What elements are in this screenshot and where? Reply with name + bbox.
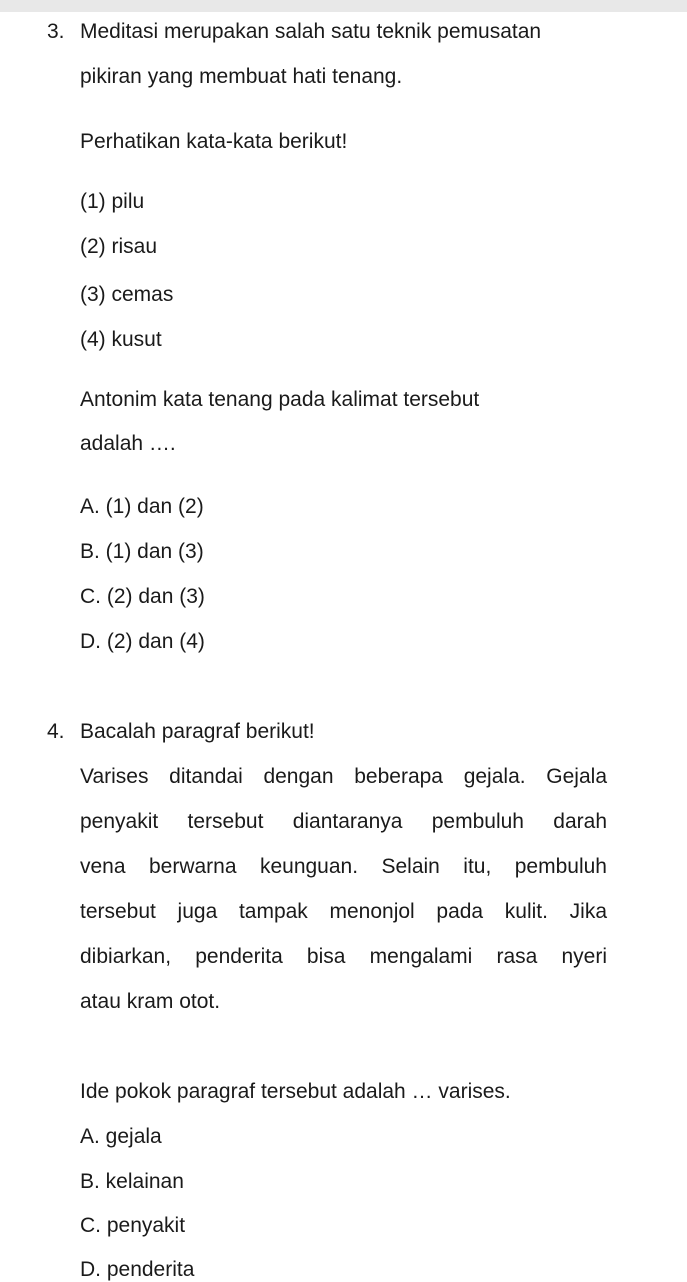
question-4-option-a[interactable]: A. gejala [80,1125,162,1148]
word-item-2: (2) risau [80,235,158,258]
question-3-prompt-line-1: Antonim kata tenang pada kalimat tersebut [80,388,480,411]
top-status-strip [0,0,687,12]
paragraph-line-2: penyakit tersebut diantaranya pembuluh darah [80,810,607,833]
question-3-number: 3. [47,20,65,43]
question-4-prompt: Ide pokok paragraf tersebut adalah … varises. [80,1080,511,1103]
question-4-instruction: Bacalah paragraf berikut! [80,720,315,743]
question-4-option-d[interactable]: D. penderita [80,1258,195,1281]
word-item-1: (1) pilu [80,190,145,213]
question-3-option-b[interactable]: B. (1) dan (3) [80,540,204,563]
paragraph-line-5: dibiarkan, penderita bisa mengalami rasa nyeri [80,945,607,968]
question-3-prompt-line-2: adalah …. [80,432,176,455]
paragraph-line-3: vena berwarna keunguan. Selain itu, pembuluh [80,855,607,878]
paragraph-line-1: Varises ditandai dengan beberapa gejala. Gejala [80,765,607,788]
word-item-3: (3) cemas [80,283,174,306]
word-item-4: (4) kusut [80,328,162,351]
question-3-stem-line-2: pikiran yang membuat hati tenang. [80,65,403,88]
question-3-option-d[interactable]: D. (2) dan (4) [80,630,205,653]
question-4-option-b[interactable]: B. kelainan [80,1170,184,1193]
paragraph-line-6: atau kram otot. [80,990,221,1013]
question-3-instruction: Perhatikan kata-kata berikut! [80,130,348,153]
question-3-option-c[interactable]: C. (2) dan (3) [80,585,205,608]
paragraph-line-4: tersebut juga tampak menonjol pada kulit. Jika [80,900,607,923]
question-4-number: 4. [47,720,65,743]
question-4-option-c[interactable]: C. penyakit [80,1214,186,1237]
question-3-option-a[interactable]: A. (1) dan (2) [80,495,204,518]
question-3-stem-line-1: Meditasi merupakan salah satu teknik pemusatan [80,20,542,43]
